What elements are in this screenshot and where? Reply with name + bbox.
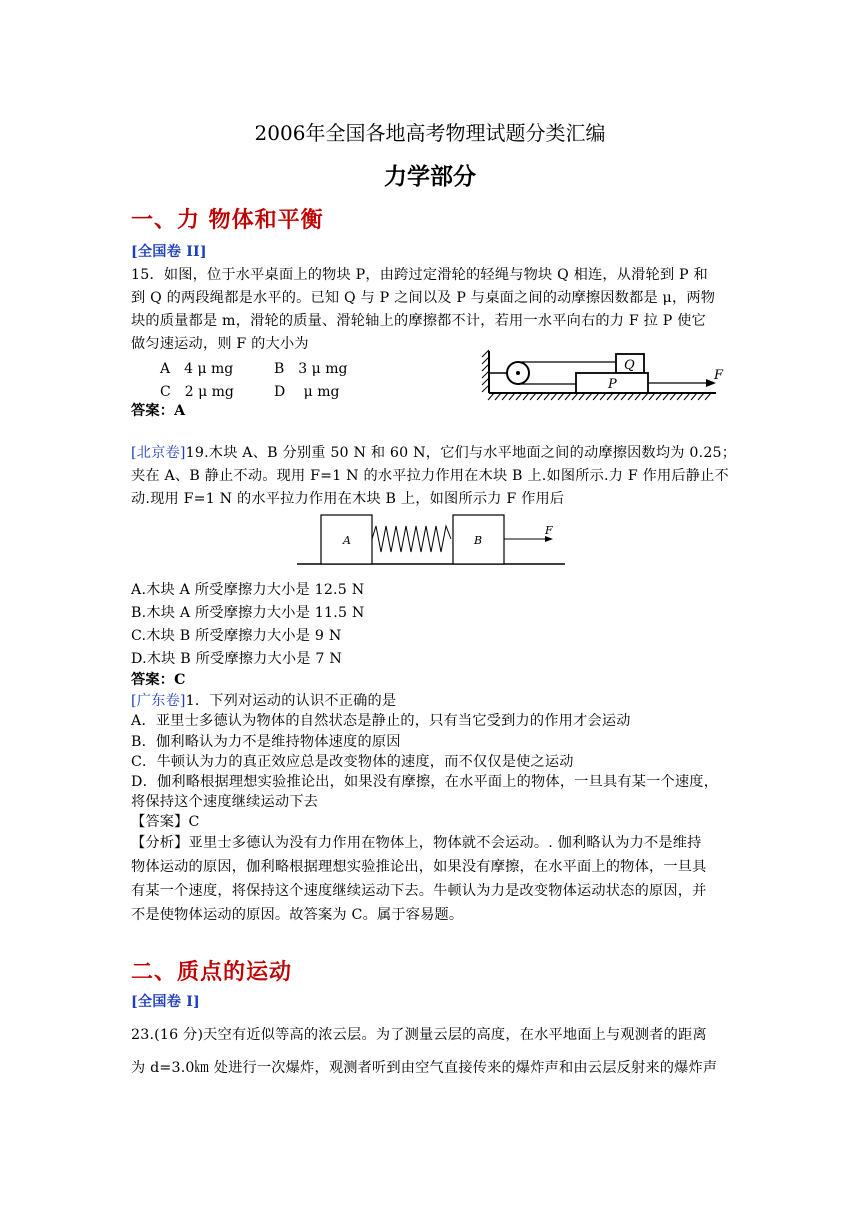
q19-tag: [北京卷]	[131, 445, 186, 461]
pulley-f-label: F	[714, 368, 724, 383]
section-1-title: 一、力 物体和平衡	[131, 208, 324, 233]
q15-line-3: 块的质量都是 m，滑轮的质量、滑轮轴上的摩擦都不计，若用一水平向右的力 F 拉 P 使它	[131, 313, 706, 329]
q15-option-b: B 3 μ mg	[274, 361, 348, 377]
q1-option-c: C．牛顿认为力的真正效应总是改变物体的速度，而不仅仅是使之运动	[131, 754, 574, 770]
q1-analysis-4: 不是使物体运动的原因。故答案为 C。属于容易题。	[131, 907, 464, 923]
q15-answer: 答案：A	[131, 403, 186, 419]
q1-line-1: [广东卷]1．下列对运动的认识不正确的是	[131, 693, 397, 709]
q19-line-3: 动.现用 F=1 N 的水平拉力作用在木块 B 上，如图所示力 F 作用后	[131, 491, 565, 507]
part-title: 力学部分	[384, 164, 476, 190]
q19-option-b: B.木块 A 所受摩擦力大小是 11.5 N	[131, 605, 365, 621]
q1-analysis-1: 【分析】亚里士多德认为没有力作用在物体上，物体就不会运动。. 伽利略认为力不是维持	[131, 835, 702, 851]
q1-option-a: A．亚里士多德认为物体的自然状态是静止的，只有当它受到力的作用才会运动	[131, 713, 631, 729]
document-title: 2006年全国各地高考物理试题分类汇编	[254, 121, 606, 145]
q15-line-1: 15．如图，位于水平桌面上的物块 P，由跨过定滑轮的轻绳与物块 Q 相连，从滑轮到 P 和	[131, 267, 708, 283]
q19-option-d: D.木块 B 所受摩擦力大小是 7 N	[131, 651, 342, 667]
q19-option-a: A.木块 A 所受摩擦力大小是 12.5 N	[131, 582, 365, 598]
q1-answer: 【答案】C	[131, 814, 200, 830]
q15-option-a: A 4 μ mg	[160, 361, 234, 377]
q15-line-2: 到 Q 的两段绳都是水平的。已知 Q 与 P 之间以及 P 与桌面之间的动摩擦因数都是 μ，两物	[131, 290, 716, 306]
q1-tag: [广东卷]	[131, 693, 186, 709]
q19-option-c: C.木块 B 所受摩擦力大小是 9 N	[131, 628, 342, 644]
q23-tag: [全国卷 I]	[131, 994, 200, 1010]
q15-option-d: D μ mg	[274, 384, 340, 400]
q15-line-4: 做匀速运动，则 F 的大小为	[131, 336, 309, 352]
block-a-label: A	[343, 534, 351, 547]
q1-option-b: B．伽利略认为力不是维持物体速度的原因	[131, 734, 401, 750]
pulley-figure	[480, 349, 730, 405]
section-2-title: 二、质点的运动	[131, 960, 293, 985]
spring-f-label: F	[545, 524, 553, 537]
pulley-p-label: P	[608, 377, 617, 392]
spring-figure	[297, 512, 567, 570]
q1-analysis-3: 有某一个速度，将保持这个速度继续运动下去。牛顿认为力是改变物体运动状态的原因，并	[131, 883, 707, 899]
pulley-q-label: Q	[624, 358, 635, 373]
q1-option-d-cont: 将保持这个速度继续运动下去	[131, 794, 319, 810]
q15-option-c: C 2 μ mg	[160, 384, 234, 400]
q19-line-1: [北京卷]19.木块 A、B 分别重 50 N 和 60 N，它们与水平地面之间的动摩擦因数均为 0.25；	[131, 445, 737, 461]
q1-option-d: D．伽利略根据理想实验推论出，如果没有摩擦，在水平面上的物体，一旦具有某一个速度，	[131, 774, 719, 790]
q19-line-2: 夹在 A、B 静止不动。现用 F=1 N 的水平拉力作用在木块 B 上.如图所示.力 F 作用后静止不	[131, 468, 729, 484]
q23-line-1: 23.(16 分)天空有近似等高的浓云层。为了测量云层的高度，在水平地面上与观测者的距离	[131, 1027, 707, 1043]
q23-line-2: 为 d=3.0㎞ 处进行一次爆炸，观测者听到由空气直接传来的爆炸声和由云层反射来的爆炸声	[131, 1060, 718, 1076]
q15-tag: [全国卷 II]	[131, 244, 207, 260]
q1-analysis-2: 物体运动的原因，伽利略根据理想实验推论出，如果没有摩擦，在水平面上的物体，一旦具	[131, 859, 707, 875]
q19-answer: 答案：C	[131, 672, 186, 688]
block-b-label: B	[474, 534, 483, 547]
